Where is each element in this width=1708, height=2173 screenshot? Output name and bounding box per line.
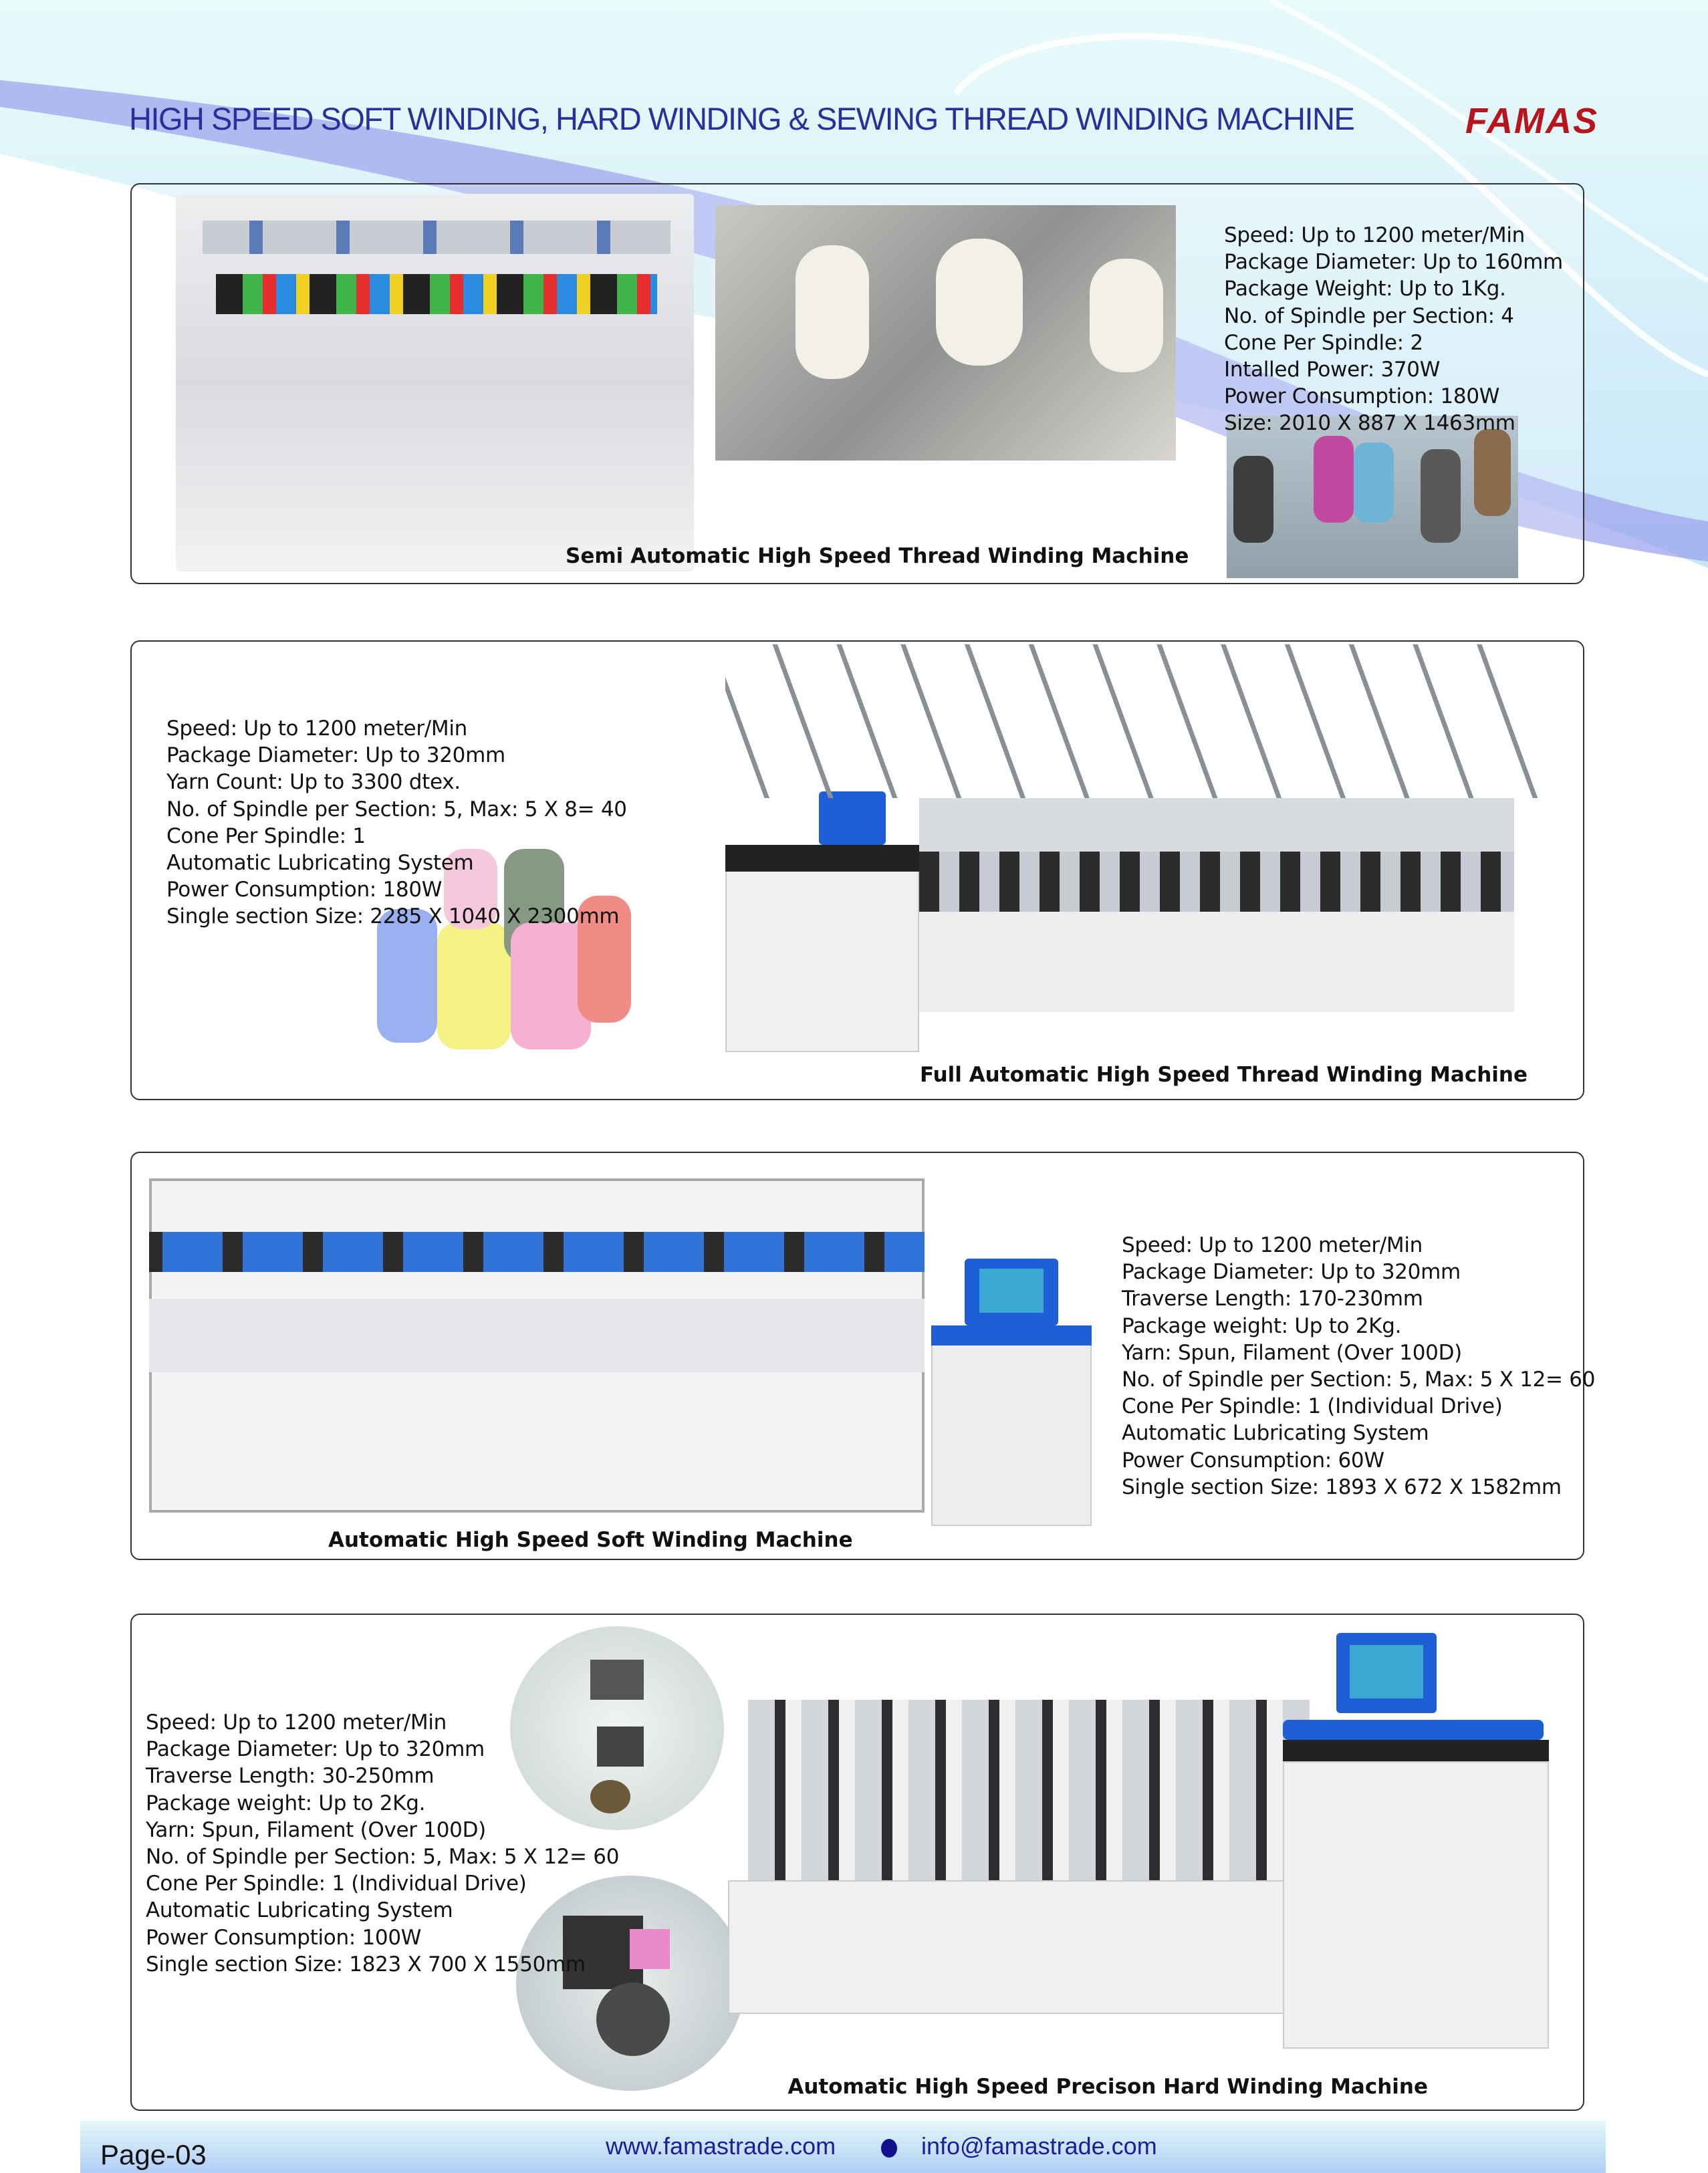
spec-line: Power Consumption: 100W [146, 1925, 422, 1950]
spec-line: Package Weight: Up to 1Kg. [1224, 277, 1506, 301]
spec-line: Single section Size: 2285 X 1040 X 2300mm [166, 904, 620, 929]
spec-line: Size: 2010 X 887 X 1463mm [1224, 411, 1515, 436]
bullet-separator [881, 2139, 897, 2158]
specs-list [146, 1709, 619, 1978]
spec-line: No. of Spindle per Section: 5, Max: 5 X 8= 40 [166, 797, 627, 821]
spec-line: Speed: Up to 1200 meter/Min [1224, 223, 1526, 247]
specs-list [1122, 1232, 1595, 1501]
spec-line: Power Consumption: 60W [1122, 1448, 1384, 1473]
machine-caption: Automatic High Speed Soft Winding Machine [328, 1528, 853, 1552]
spec-line: Automatic Lubricating System [1122, 1421, 1429, 1446]
spec-line: Traverse Length: 30-250mm [146, 1764, 435, 1789]
spec-line: Yarn: Spun, Filament (Over 100D) [146, 1817, 486, 1842]
specs-list [166, 715, 627, 930]
spec-line: Package Diameter: Up to 320mm [146, 1737, 485, 1762]
spec-line: Cone Per Spindle: 1 [166, 823, 366, 848]
spec-line: No. of Spindle per Section: 5, Max: 5 X 12= 60 [1122, 1368, 1596, 1392]
spec-line: Speed: Up to 1200 meter/Min [166, 717, 468, 741]
spec-line: Cone Per Spindle: 1 (Individual Drive) [146, 1872, 527, 1896]
hard-winding-machine-photo [728, 1633, 1556, 2072]
spec-line: Automatic Lubricating System [166, 851, 474, 876]
spec-line: No. of Spindle per Section: 4 [1224, 303, 1514, 328]
machine-caption: Full Automatic High Speed Thread Winding Machine [919, 1063, 1528, 1087]
website-link[interactable]: www.famastrade.com [606, 2132, 836, 2160]
soft-winding-machine-photo [136, 1178, 1095, 1532]
spec-line: Package Diameter: Up to 320mm [166, 743, 505, 768]
spec-line: Package weight: Up to 2Kg. [146, 1791, 426, 1815]
machine-caption: Semi Automatic High Speed Thread Winding Machine [566, 544, 1189, 568]
spec-line: Automatic Lubricating System [146, 1898, 453, 1923]
specs-list [1224, 222, 1563, 437]
thread-cones-photo [1227, 416, 1518, 578]
spec-line: Single section Size: 1823 X 700 X 1550mm [146, 1952, 586, 1976]
spec-line: Power Consumption: 180W [166, 878, 443, 902]
famas-logo: FAMAS [1465, 101, 1598, 141]
spec-line: Package weight: Up to 2Kg. [1122, 1313, 1402, 1338]
spec-line: Cone Per Spindle: 2 [1224, 330, 1423, 355]
winding-closeup-photo [715, 205, 1176, 461]
spec-line: Package Diameter: Up to 160mm [1224, 250, 1563, 275]
spec-line: Power Consumption: 180W [1224, 384, 1500, 409]
semi-automatic-machine-photo [176, 194, 694, 571]
spec-line: Package Diameter: Up to 320mm [1122, 1260, 1461, 1285]
spec-line: Traverse Length: 170-230mm [1122, 1287, 1423, 1311]
spec-line: Cone Per Spindle: 1 (Individual Drive) [1122, 1394, 1503, 1419]
page-number: Page-03 [100, 2139, 207, 2170]
spec-line: Speed: Up to 1200 meter/Min [146, 1710, 447, 1735]
spec-line: Yarn Count: Up to 3300 dtex. [166, 770, 461, 795]
page-title: HIGH SPEED SOFT WINDING, HARD WINDING & SEWING THREAD WINDING MACHINE [129, 101, 1354, 136]
spec-line: Intalled Power: 370W [1224, 358, 1441, 382]
full-automatic-machine-photo [725, 644, 1539, 1081]
spec-line: No. of Spindle per Section: 5, Max: 5 X 12= 60 [146, 1845, 620, 1870]
email-link[interactable]: info@famastrade.com [921, 2132, 1157, 2160]
footer-band [80, 2121, 1606, 2173]
machine-caption: Automatic High Speed Precison Hard Winding Machine [787, 2075, 1428, 2099]
spec-line: Single section Size: 1893 X 672 X 1582mm [1122, 1475, 1562, 1499]
spec-line: Speed: Up to 1200 meter/Min [1122, 1233, 1423, 1257]
spec-line: Yarn: Spun, Filament (Over 100D) [1122, 1340, 1462, 1365]
